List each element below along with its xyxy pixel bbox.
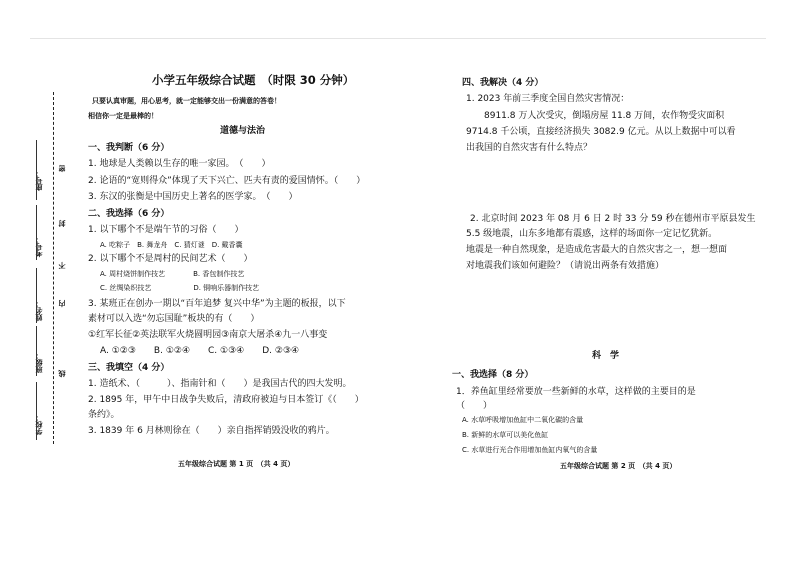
options: A. 周村烧饼制作技艺 B. 香包制作技艺 xyxy=(100,270,245,278)
binding-seat: 座号： xyxy=(35,170,43,191)
section-heading: 一、我选择（8 分） xyxy=(452,370,534,380)
section-heading: 二、我选择（6 分） xyxy=(88,209,170,219)
question: 1. 以下哪个不是端午节的习俗（ ） xyxy=(88,225,244,235)
question: 1. 造纸术、（ ）、指南针和（ ）是我国古代的四大发明。 xyxy=(88,379,352,389)
binding-mark: 内 xyxy=(58,300,66,307)
binding-mark: 封 xyxy=(58,220,66,227)
binding-dashed-line xyxy=(53,92,54,444)
options: A. ①②③ B. ①②④ C. ①③④ D. ②③④ xyxy=(100,346,300,356)
binding-id: 考号： xyxy=(35,236,43,257)
question: 2. 北京时间 2023 年 08 月 6 日 2 时 33 分 59 秒在德州市平原县发生 xyxy=(470,214,756,224)
page-footer: 五年级综合试题 第 1 页 （共 4 页） xyxy=(178,460,295,468)
binding-mark: 不 xyxy=(58,262,66,269)
section-heading: 一、我判断（6 分） xyxy=(88,143,170,153)
binding-school: 学校： xyxy=(35,414,43,435)
question-text: 5.5 级地震，山东多地都有震感，这样的场面你一定记忆犹新。 xyxy=(466,229,718,239)
question-text: 地震是一种自然现象，是造成危害最大的自然灾害之一，想一想面 xyxy=(466,245,728,255)
answer-bracket: （ ） xyxy=(456,401,493,411)
subject-heading: 科 学 xyxy=(592,351,620,361)
binding-class: 班级： xyxy=(35,352,43,373)
option: A. 水草呼吸增加鱼缸中二氧化碳的含量 xyxy=(462,416,584,424)
name-blank xyxy=(36,268,38,323)
question: 3. 1839 年 6 月林则徐在（ ）亲自指挥销毁没收的鸦片。 xyxy=(88,426,335,436)
option: B. 新鲜的水草可以美化鱼缸 xyxy=(462,431,549,439)
question-text: 对地震我们该如何避险？（请说出两条有效措施） xyxy=(466,261,665,271)
top-divider xyxy=(30,38,766,39)
intro-line-1: 只要认真审题，用心思考，就一定能够交出一份满意的答卷！ xyxy=(92,97,281,105)
question-text: 9714.8 千公顷，直接经济损失 3082.9 亿元。从以上数据中可以看 xyxy=(466,127,736,137)
question: 1. 2023 年前三季度全国自然灾害情况： xyxy=(466,94,630,104)
school-blank xyxy=(36,382,38,440)
question: 1. 地球是人类赖以生存的唯一家园。 （ ） xyxy=(88,159,271,169)
page-footer: 五年级综合试题 第 2 页 （共 4 页） xyxy=(560,462,677,470)
intro-line-2: 相信你一定是最棒的！ xyxy=(88,112,158,120)
binding-mark: 线 xyxy=(58,370,66,377)
class-blank xyxy=(36,326,38,376)
seat-blank xyxy=(36,140,38,200)
section-heading: 三、我填空（4 分） xyxy=(88,363,170,373)
question: 3. 某班正在创办一期以“百年追梦 复兴中华”为主题的板报，以下 xyxy=(88,299,346,309)
question: 3. 东汉的张衡是中国历史上著名的医学家。 （ ） xyxy=(88,192,298,202)
question: 2. 以下哪个不是周村的民间艺术（ ） xyxy=(88,254,253,264)
binding-name: 姓名： xyxy=(35,300,43,321)
options: A. 吃粽子 B. 舞龙舟 C. 猜灯谜 D. 戴香囊 xyxy=(100,241,243,249)
question-cont: 条约》。 xyxy=(88,410,120,420)
question: 2. 1895 年，甲午中日战争失败后，清政府被迫与日本签订《（ ） xyxy=(88,395,364,405)
question-items: ①红军长征②英法联军火烧圆明园③南京大屠杀④九一八事变 xyxy=(88,330,328,340)
question: 2. 论语的“宽则得众”体现了天下兴亡、匹夫有责的爱国情怀。（ ） xyxy=(88,176,366,186)
options: C. 丝绸染织技艺 D. 铜响乐器制作技艺 xyxy=(100,284,260,292)
question-cont: 素材可以入选“勿忘国耻”板块的有（ ） xyxy=(88,314,260,324)
option: C. 水草进行光合作用增加鱼缸内氧气的含量 xyxy=(462,446,598,454)
page-title: 小学五年级综合试题 （时限 30 分钟） xyxy=(152,73,355,87)
question: 1．养鱼缸里经常要放一些新鲜的水草，这样做的主要目的是 xyxy=(456,387,696,397)
binding-mark: 密 xyxy=(58,165,66,172)
subject-heading: 道德与法治 xyxy=(220,126,266,136)
question-text: 8911.8 万人次受灾，倒塌房屋 11.8 万间，农作物受灾面积 xyxy=(484,111,725,121)
question-text: 出我国的自然灾害有什么特点？ xyxy=(466,143,593,153)
section-heading: 四、我解决（4 分） xyxy=(462,78,544,88)
id-blank xyxy=(36,205,38,260)
